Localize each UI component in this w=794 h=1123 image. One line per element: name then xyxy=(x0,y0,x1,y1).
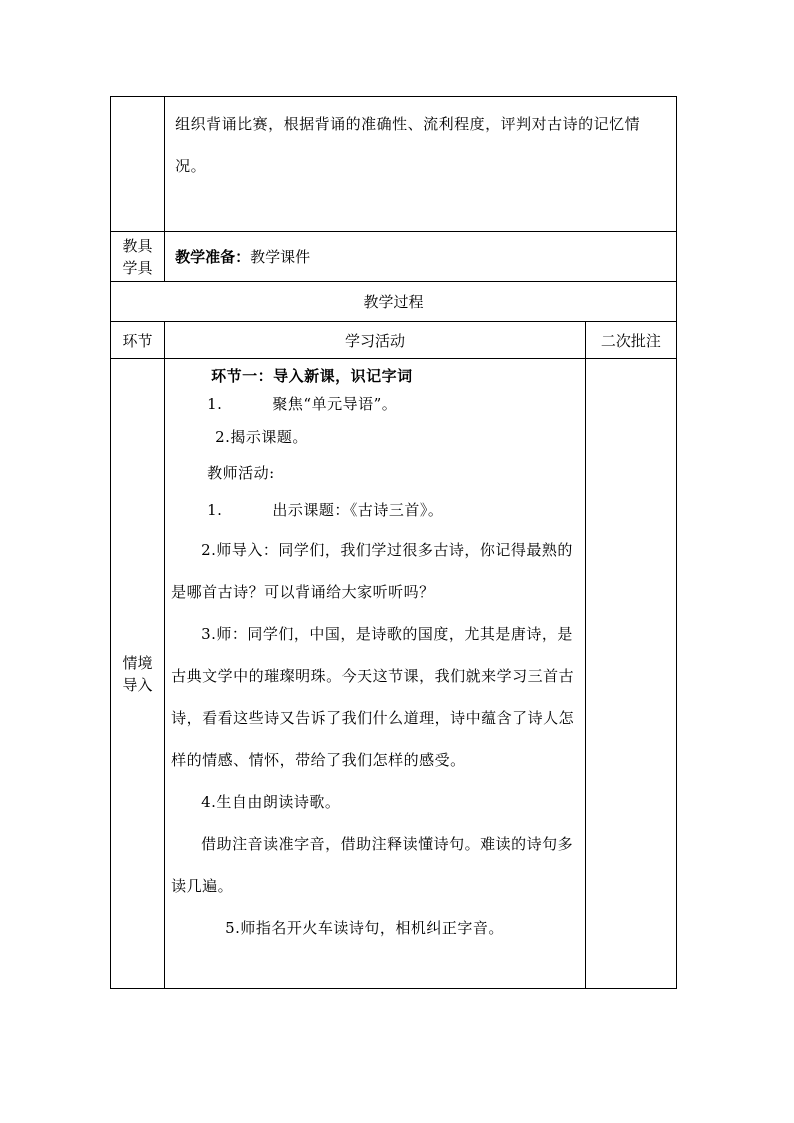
teacher-item-2: 2.师导入：同学们，我们学过很多古诗，你记得最熟的是哪首古诗？可以背诵给大家听听吗？ xyxy=(171,541,573,601)
objective-row xyxy=(111,97,677,232)
prep-label-line2: 学具 xyxy=(122,258,153,277)
item1-text: 聚焦“单元导语”。 xyxy=(272,395,398,413)
activity-item-1 xyxy=(171,389,579,419)
teacher-item-3: 3.师：同学们，中国，是诗歌的国度，尤其是唐诗，是古典文学中的璀璨明珠。今天这节课，我们就来学习三首古诗，看看这些诗又告诉了我们什么道理，诗中蕴含了诗人怎样的情感、情怀，带给了我们怎样的感受。 xyxy=(171,625,575,769)
prep-row xyxy=(111,232,677,282)
lesson-plan-table xyxy=(110,96,677,989)
column-stage: 环节 xyxy=(111,322,165,359)
prep-title: 教学准备： xyxy=(175,248,251,266)
item1-num: 1. xyxy=(207,395,223,413)
teacher-item-1 xyxy=(171,491,579,529)
column-activity: 学习活动 xyxy=(165,322,586,359)
objective-label-cell xyxy=(111,97,165,232)
column-header-row xyxy=(111,322,677,359)
stage-label-line1: 情境 xyxy=(122,653,153,672)
teacher-item-5: 5.师指名开火车读诗句，相机纠正字音。 xyxy=(225,919,504,937)
objective-text: 组织背诵比赛，根据背诵的准确性、流利程度，评判对古诗的记忆情况。 xyxy=(165,97,677,232)
t1-text: 出示课题：《古诗三首》。 xyxy=(272,501,444,519)
prep-label-line1: 教具 xyxy=(122,236,153,255)
prep-label xyxy=(111,232,165,282)
teacher-item-4: 4.生自由朗读诗歌。 xyxy=(201,793,341,811)
teacher-label: 教师活动: xyxy=(207,464,275,482)
prep-value: 教学课件 xyxy=(250,248,311,266)
activity-cell xyxy=(165,359,586,989)
stage-label xyxy=(111,359,165,989)
activity-item-2: 2.揭示课题。 xyxy=(215,428,308,446)
process-header-row xyxy=(111,282,677,322)
note-cell xyxy=(585,359,676,989)
stage-row xyxy=(111,359,677,989)
process-header: 教学过程 xyxy=(111,282,677,322)
column-note: 二次批注 xyxy=(585,322,676,359)
stage-label-line2: 导入 xyxy=(122,675,153,694)
teacher-item-4-detail: 借助注音读准字音，借助注释读懂诗句。难读的诗句多读几遍。 xyxy=(171,835,574,895)
prep-content xyxy=(165,232,677,282)
activity-heading: 环节一：导入新课，识记字词 xyxy=(211,367,413,385)
t1-num: 1. xyxy=(207,501,223,519)
